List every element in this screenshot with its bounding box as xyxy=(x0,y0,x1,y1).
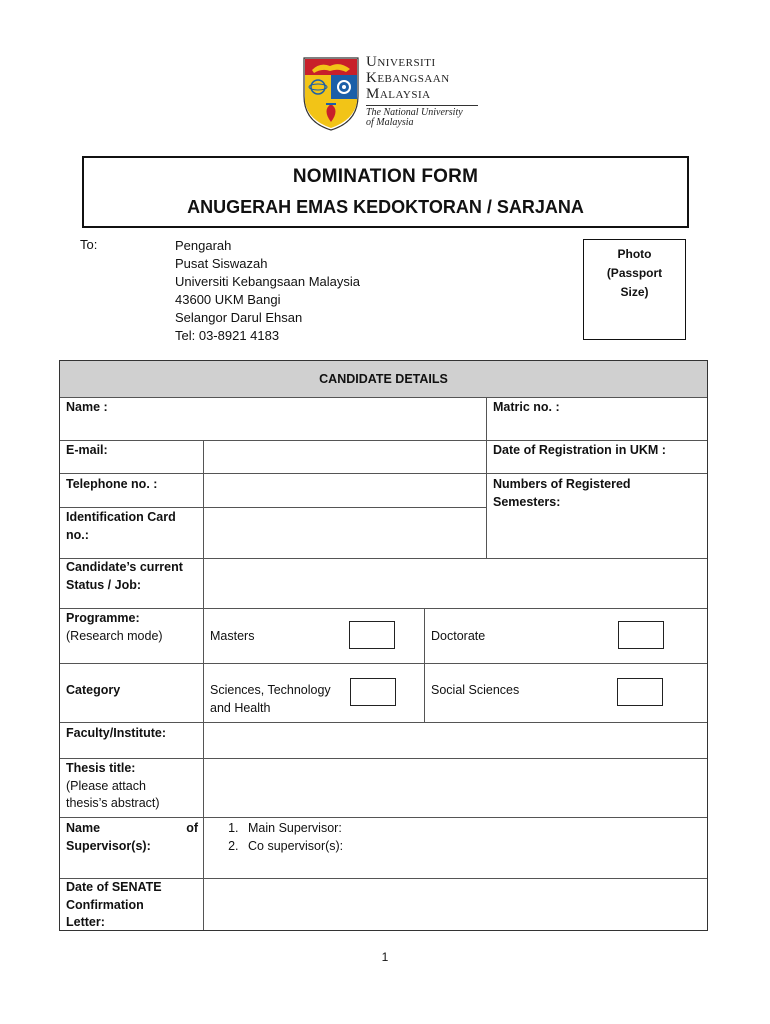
thesis-title-field[interactable] xyxy=(206,760,704,816)
section-header: CANDIDATE DETAILS xyxy=(60,361,707,398)
supervisor-label xyxy=(66,820,198,855)
row-divider xyxy=(60,817,707,818)
ic-label-line: no.: xyxy=(66,527,89,542)
masters-checkbox[interactable] xyxy=(349,621,395,649)
column-divider xyxy=(486,397,487,558)
row-divider xyxy=(60,758,707,759)
doctorate-checkbox[interactable] xyxy=(618,621,664,649)
row-divider xyxy=(60,663,707,664)
logo-line-3: Malaysia xyxy=(366,86,431,102)
senate-label-line: Letter: xyxy=(66,915,105,929)
supervisor-label-line xyxy=(66,820,198,838)
status-label-line: Status / Job: xyxy=(66,577,142,592)
logo-line-2: Kebangsaan xyxy=(366,70,450,86)
form-subtitle: ANUGERAH EMAS KEDOKTORAN / SARJANA xyxy=(187,197,584,217)
ukm-crest-icon xyxy=(300,52,362,132)
candidate-details-table xyxy=(59,360,708,931)
to-label: To: xyxy=(80,237,98,252)
logo-tagline-2: of Malaysia xyxy=(366,117,414,128)
masters-label: Masters xyxy=(210,629,255,643)
address-line: Tel: 03-8921 4183 xyxy=(175,328,280,343)
logo-divider xyxy=(366,105,478,106)
supervisor-list xyxy=(202,820,702,855)
name-label: Name : xyxy=(66,400,108,414)
address-line: 43600 UKM Bangi xyxy=(175,292,281,307)
row-divider xyxy=(60,473,707,474)
ic-label-line: Identification Card xyxy=(66,510,176,524)
logo-line-1: Universiti xyxy=(366,54,436,70)
thesis-sublabel: thesis’s abstract) xyxy=(66,796,160,810)
email-field[interactable] xyxy=(206,442,484,472)
photo-placeholder[interactable] xyxy=(583,239,686,340)
supervisor-label-word: Name xyxy=(66,821,101,835)
senate-label-line: Confirmation xyxy=(66,897,144,912)
row-divider xyxy=(60,722,707,723)
matric-field[interactable] xyxy=(493,417,703,439)
photo-label: Photo xyxy=(617,247,652,261)
category-label: Category xyxy=(66,683,121,697)
doctorate-label: Doctorate xyxy=(431,629,486,643)
supervisor-label-word: of xyxy=(186,821,198,835)
registration-date-label: Date of Registration in UKM : xyxy=(493,443,666,457)
telephone-field[interactable] xyxy=(206,475,484,506)
column-divider xyxy=(203,440,204,930)
sciences-technology-label xyxy=(210,682,331,717)
address-line: Universiti Kebangsaan Malaysia xyxy=(175,274,360,289)
faculty-field[interactable] xyxy=(206,724,704,756)
senate-date-field[interactable] xyxy=(206,880,704,928)
supervisor-label-line: Supervisor(s): xyxy=(66,838,151,853)
status-label xyxy=(66,559,183,594)
programme-label xyxy=(66,610,163,645)
row-divider xyxy=(60,608,707,609)
thesis-label-text: Thesis title: xyxy=(66,761,136,775)
photo-label: (Passport xyxy=(606,266,663,280)
address-line: Selangor Darul Ehsan xyxy=(175,310,303,325)
co-supervisor-item[interactable]: 2. Co supervisor(s): xyxy=(242,838,702,856)
social-sciences-label: Social Sciences xyxy=(431,683,520,697)
programme-sublabel: (Research mode) xyxy=(66,628,163,643)
ic-field[interactable] xyxy=(206,509,484,557)
telephone-label: Telephone no. : xyxy=(66,477,158,491)
main-supervisor-item[interactable]: 1. Main Supervisor: xyxy=(242,820,702,838)
photo-label: Size) xyxy=(620,285,649,299)
social-sciences-checkbox[interactable] xyxy=(617,678,663,706)
semesters-label-line: Semesters: xyxy=(493,494,561,509)
address-line: Pengarah xyxy=(175,238,232,253)
semesters-label xyxy=(493,476,631,511)
row-divider xyxy=(60,440,707,441)
status-field[interactable] xyxy=(206,560,704,606)
logo-tagline-1: The National University xyxy=(366,107,463,118)
matric-label: Matric no. : xyxy=(493,400,560,414)
column-divider xyxy=(424,608,425,722)
address-line: Pusat Siswazah xyxy=(175,256,268,271)
sciences-checkbox[interactable] xyxy=(350,678,396,706)
semesters-label-line: Numbers of Registered xyxy=(493,477,631,491)
recipient-address xyxy=(175,237,360,345)
category-option-line: and Health xyxy=(210,700,271,715)
thesis-sublabel: (Please attach xyxy=(66,778,146,793)
thesis-label xyxy=(66,760,160,813)
senate-label-line: Date of SENATE xyxy=(66,880,162,894)
university-logo xyxy=(300,52,500,132)
status-label-line: Candidate’s current xyxy=(66,560,183,574)
title-box xyxy=(82,156,689,228)
form-title: NOMINATION FORM xyxy=(292,166,479,187)
programme-label-text: Programme: xyxy=(66,611,140,625)
senate-date-label xyxy=(66,879,162,932)
row-divider xyxy=(60,507,486,508)
email-label: E-mail: xyxy=(66,443,108,457)
page-number: 1 xyxy=(381,950,389,964)
name-field[interactable] xyxy=(66,417,484,439)
category-option-line: Sciences, Technology xyxy=(210,683,331,697)
faculty-label: Faculty/Institute: xyxy=(66,726,167,740)
ic-label xyxy=(66,509,176,544)
